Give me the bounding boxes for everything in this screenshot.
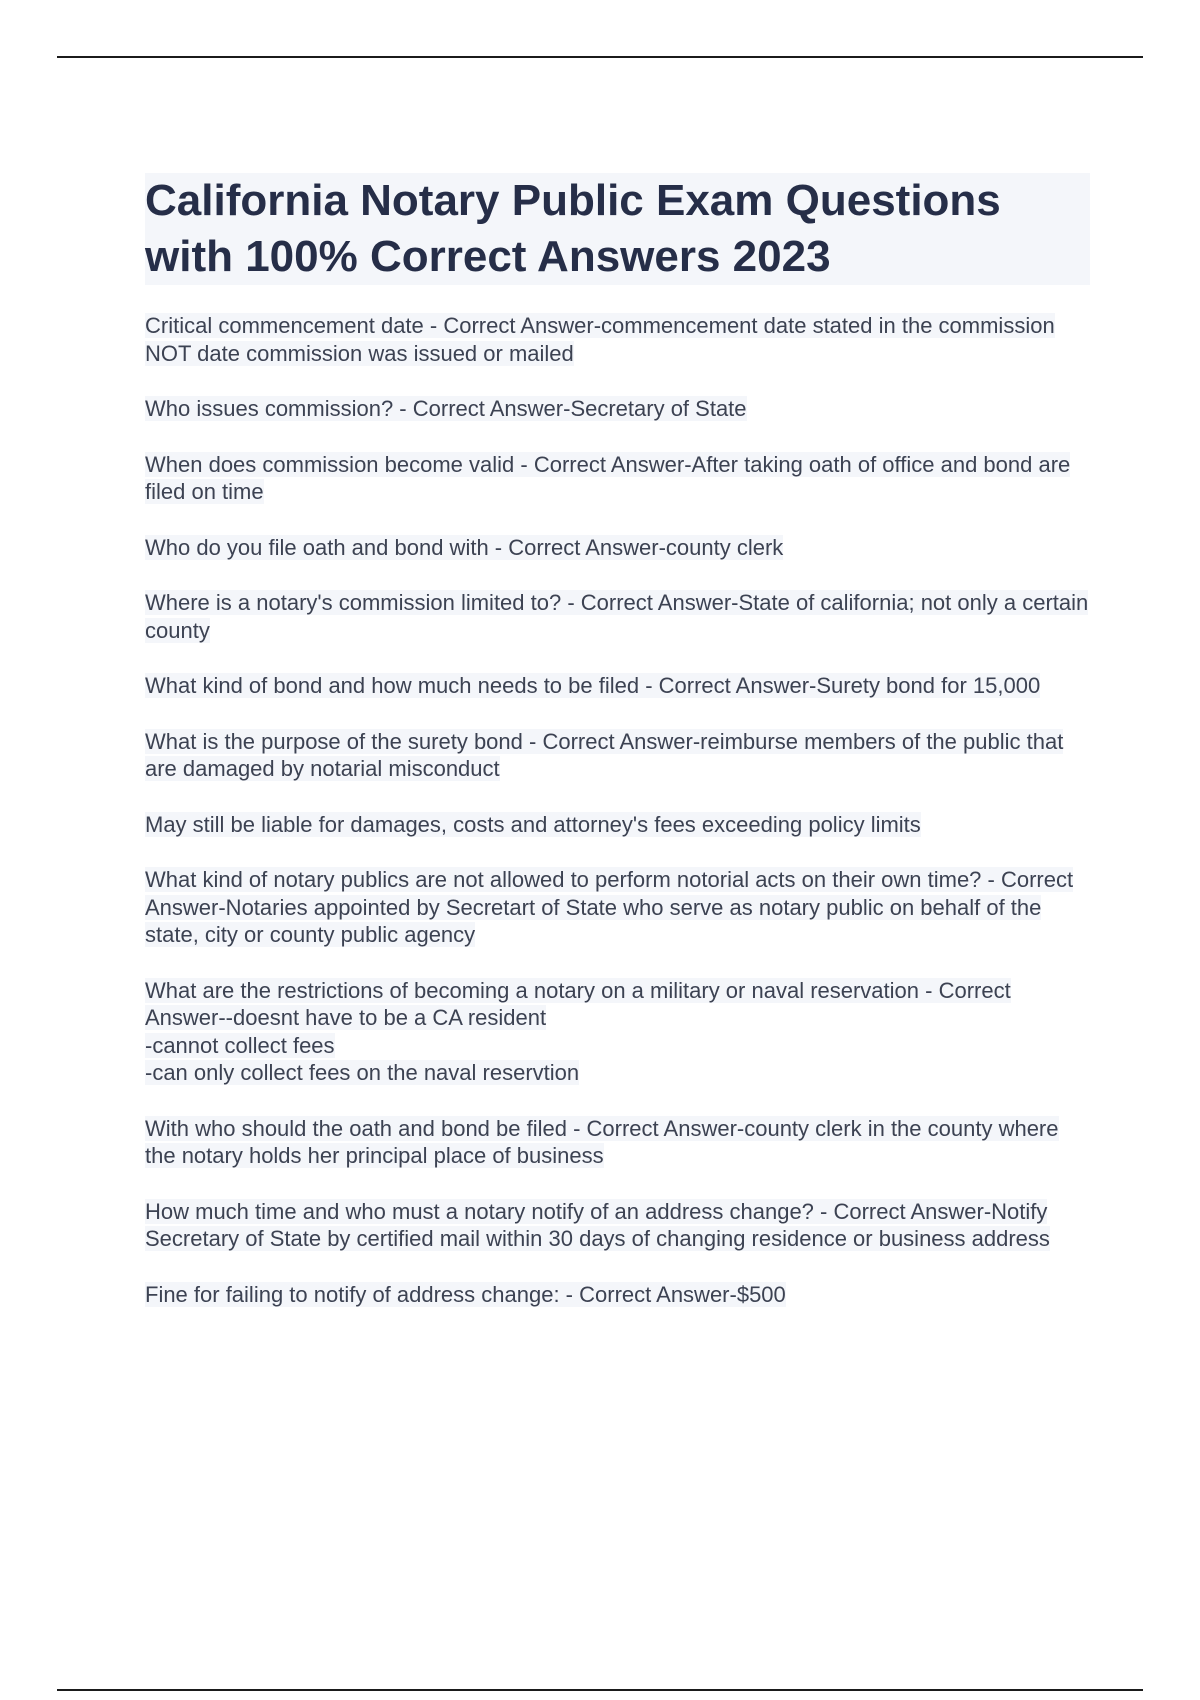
qa-text: What kind of notary publics are not allowed to perform notorial acts on their own time? - Correct Answer-Notaries appointed by Secretart of State who serve as notary public on behalf of the state, city or county public agency <box>145 867 1074 947</box>
qa-text: Critical commencement date - Correct Answer-commencement date stated in the commission NOT date commission was issued or mailed <box>145 313 1055 366</box>
qa-entry <box>145 451 1090 506</box>
qa-entry <box>145 312 1090 367</box>
qa-text: What kind of bond and how much needs to be filed - Correct Answer-Surety bond for 15,000 <box>145 673 1041 698</box>
qa-entry <box>145 672 1090 700</box>
document-body <box>145 173 1090 1336</box>
qa-entry <box>145 977 1090 1087</box>
qa-text: Who do you file oath and bond with - Correct Answer-county clerk <box>145 534 784 560</box>
qa-text: What are the restrictions of becoming a notary on a military or naval reservation - Correct Answer--doesnt have to be a CA resident -cannot collect fees -can only collect fees on the naval reservtion <box>145 977 1011 1085</box>
qa-text: When does commission become valid - Correct Answer-After taking oath of office and bond are filed on time <box>145 451 1071 504</box>
qa-text: Where is a notary's commission limited to? - Correct Answer-State of california; not only a certain county <box>145 590 1089 643</box>
qa-entry <box>145 1281 1090 1309</box>
qa-text: Fine for failing to notify of address change: - Correct Answer-$500 <box>145 1281 786 1307</box>
qa-entry <box>145 866 1090 949</box>
qa-entry <box>145 534 1090 562</box>
qa-entry <box>145 811 1090 839</box>
qa-text: Who issues commission? - Correct Answer-Secretary of State <box>145 396 747 421</box>
qa-entry <box>145 1115 1090 1170</box>
qa-text: May still be liable for damages, costs and attorney's fees exceeding policy limits <box>145 811 921 837</box>
qa-text: What is the purpose of the surety bond - Correct Answer-reimburse members of the public that are damaged by notarial misconduct <box>145 728 1064 781</box>
bottom-rule <box>57 1689 1143 1691</box>
document-title: California Notary Public Exam Questions with 100% Correct Answers 2023 <box>145 173 1090 285</box>
qa-text: With who should the oath and bond be filed - Correct Answer-county clerk in the county where the notary holds her principal place of business <box>145 1115 1059 1168</box>
qa-entry <box>145 589 1090 644</box>
qa-entry <box>145 728 1090 783</box>
qa-entry <box>145 1198 1090 1253</box>
top-rule <box>57 56 1143 58</box>
qa-text: How much time and who must a notary notify of an address change? - Correct Answer-Notify Secretary of State by certified mail within 30 days of changing residence or business address <box>145 1198 1050 1251</box>
qa-entry <box>145 395 1090 423</box>
